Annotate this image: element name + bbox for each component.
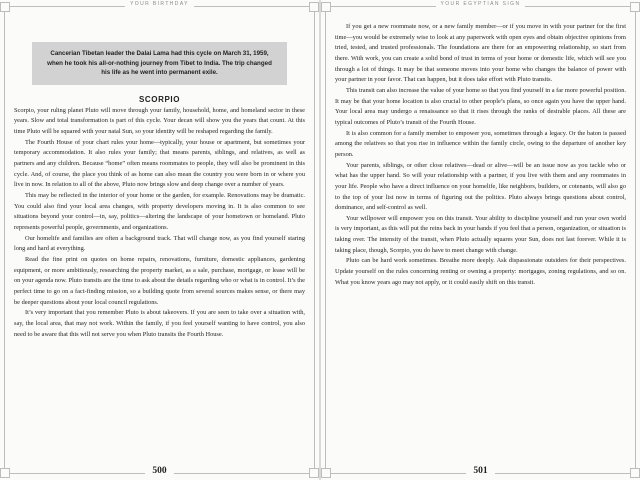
paragraph: This transit can also increase the value of your home so that you find yourself in a far more powerful position. It may be that your home location is also crucial to other people’s plans, so once again you have the upper hand. Your local area may undergo a renaissance so that it rises through the ranks of desirable places. All these are typical outcomes of Pluto’s transit of the Fourth House. [335, 86, 626, 126]
paragraph: The Fourth House of your chart rules your home—typically, your house or apartment, but sometimes your temporary accommodation. It also rules your family; that means parents, siblings, and relatives, as well as partners and any children. Because “home” often means roommates to people, they will also be prominent in this cycle. And, of course, the place you think of as home can also mean the country you were born in or where you live in now. In relation to all of the above, Pluto now brings slow and deep change over a number of years. [14, 138, 305, 189]
callout-box: Cancerian Tibetan leader the Dalai Lama had this cycle on March 31, 1959, when he took his all-or-nothing journey from Tibet to India. The trip changed his life as he went into permanent exile. [32, 42, 287, 85]
page-content [335, 22, 626, 452]
paragraph: Pluto can be hard work sometimes. Breathe more deeply. Ask dispassionate outsiders for their perspectives. Update yourself on the rules concerning renting or owning a property: mortgages, zoning regulations, and so on. What you know years ago may not apply, or it could easily shift on this transit. [335, 257, 626, 286]
paragraph: Our homelife and families are often a background track. That will change now, as you find yourself staring long and hard at everything. [14, 234, 305, 253]
page-number: 500 [0, 466, 319, 476]
paragraph: Your willpower will empower you on this transit. Your ability to discipline yourself and run your own world is very important, as this will put the reins back in your hands if you feel that a person, organization, or situation is taking over. The intensity of the transit, when Pluto actually squares your Sun, does not last forever. While it is taking place, though, Scorpio, you do have to meet change with change. [335, 214, 626, 254]
paragraph: It’s very important that you remember Pluto is about takeovers. If you are seen to take over a situation with, say, the local area, that may not work. Within the family, if you feel yourself wanting to have control, you also need to be aware that this will not serve you when Pluto transits the Fourth House. [14, 309, 305, 338]
paragraph: It is also common for a family member to empower you, sometimes through a legacy. Or the baton is passed among the relatives so that you rise in influence within the family circle, owing to the departure of another key person. [335, 129, 626, 158]
paragraph: If you get a new roommate now, or a new family member—or if you move in with your partner for the first time—you would be extremely wise to look at any paperwork with open eyes and obtain objective opinions from tried, tested, and trusted professionals. The foundations are there for an empowering relationship, so start from there. With work, you can create a solid bond of trust in terms of your home or domestic life, which will see you through a lot of things. It may be that someone moves into your home who changes the balance of power with your partner in your favor. That can happen, but it does take effort with Pluto transits. [335, 23, 626, 84]
right-page [321, 0, 640, 480]
paragraph: Your parents, siblings, or other close relatives—dead or alive—will be an issue now as you tackle who or what has the upper hand. So will your relationship with a partner, if you live with them and any roommates in your life. People who have a direct influence on your homelife, like neighbors, builders, or cotenants, will also go to the top of your list now in terms of figuring out the politics. Pluto always brings questions about control, dominance, and self-control as well. [335, 161, 626, 212]
paragraph: Scorpio, your ruling planet Pluto will move through your family, household, home, and homeland sector in these years. Slow and total transformation is part of this cycle. Your decan will show you the years that count. At this time Pluto will be squared with your natal Sun, so your identity will be reshaped regarding the family. [14, 106, 305, 136]
left-page [0, 0, 319, 480]
section-heading: SCORPIO [138, 94, 181, 104]
running-head: YOUR BIRTHDAY [0, 1, 319, 7]
paragraph: Read the fine print on quotes on home repairs, renovations, furniture, domestic appliances, gardening equipment, or more ambitiously, researching the property market, as a sale, purchase, mortgage, or lease will be on your agenda now. Pluto transits are the time to ask about the details regarding who or what is in control. It’s the perfect time to go on a fact-finding mission, so a building quote from several sources makes sense, or there may be deeper questions about your local council regulations. [14, 256, 305, 306]
page-number: 501 [321, 466, 640, 476]
running-head: YOUR EGYPTIAN SIGN [321, 1, 640, 7]
page-content [14, 22, 305, 452]
paragraph: This may be reflected in the interior of your home or the garden, for example. Renovations may be dramatic. You could also find your local area changes, with property developers moving in. It is also common to see situations beyond your control—in, say, politics—altering the landscape of your hometown or homeland. Pluto represents powerful people, governments, and organizations. [14, 192, 305, 232]
